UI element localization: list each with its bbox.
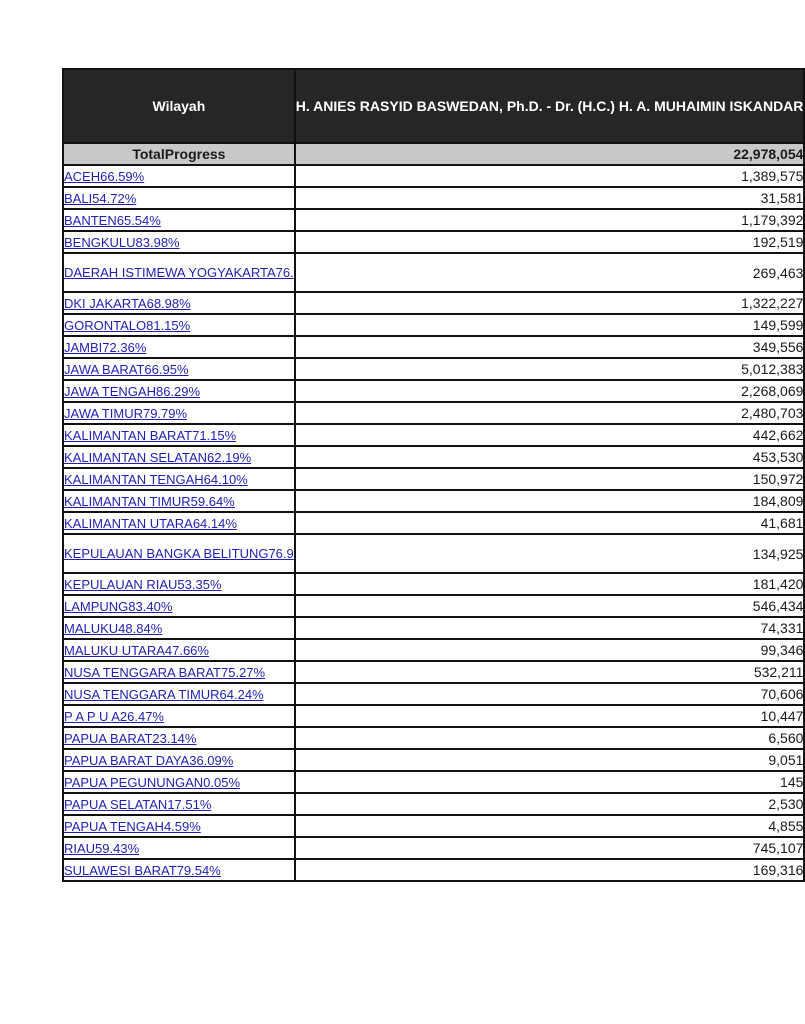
table-row <box>63 661 804 683</box>
region-link[interactable]: KALIMANTAN UTARA64.14% <box>64 515 237 531</box>
region-link[interactable]: BENGKULU83.98% <box>64 234 180 250</box>
region-cell <box>63 683 295 705</box>
region-cell <box>63 595 295 617</box>
region-cell <box>63 358 295 380</box>
region-link[interactable]: PAPUA TENGAH4.59% <box>64 818 201 834</box>
total-label: TotalProgress <box>63 143 295 165</box>
table-row <box>63 424 804 446</box>
vote-count: 1,179,392 <box>295 209 805 231</box>
table-row <box>63 639 804 661</box>
table-row <box>63 336 804 358</box>
region-cell <box>63 292 295 314</box>
table-row <box>63 727 804 749</box>
region-link[interactable]: P A P U A26.47% <box>64 708 164 724</box>
region-link[interactable]: RIAU59.43% <box>64 840 140 856</box>
region-link[interactable]: DKI JAKARTA68.98% <box>64 295 191 311</box>
region-cell <box>63 859 295 881</box>
vote-count: 2,268,069 <box>295 380 805 402</box>
region-link[interactable]: ACEH66.59% <box>64 168 145 184</box>
region-link[interactable]: NUSA TENGGARA BARAT75.27% <box>64 664 266 680</box>
table-row <box>63 165 804 187</box>
region-link[interactable]: KEPULAUAN RIAU53.35% <box>64 576 222 592</box>
table-row <box>63 512 804 534</box>
region-cell <box>63 490 295 512</box>
region-cell <box>63 512 295 534</box>
table-row <box>63 573 804 595</box>
region-cell <box>63 749 295 771</box>
region-cell <box>63 402 295 424</box>
vote-count: 1,389,575 <box>295 165 805 187</box>
vote-count: 269,463 <box>295 253 805 292</box>
results-table <box>62 68 805 882</box>
region-link[interactable]: GORONTALO81.15% <box>64 317 191 333</box>
region-cell <box>63 424 295 446</box>
region-cell <box>63 209 295 231</box>
total-value: 22,978,054 <box>295 143 805 165</box>
region-link[interactable]: MALUKU UTARA47.66% <box>64 642 209 658</box>
region-link[interactable]: KALIMANTAN TENGAH64.10% <box>64 471 248 487</box>
total-row <box>63 143 804 165</box>
region-cell <box>63 446 295 468</box>
vote-count: 74,331 <box>295 617 805 639</box>
candidate-column-header: H. ANIES RASYID BASWEDAN, Ph.D. - Dr. (H.C.) H. A. MUHAIMIN ISKANDAR <box>295 69 805 143</box>
vote-count: 349,556 <box>295 336 805 358</box>
region-link[interactable]: PAPUA PEGUNUNGAN0.05% <box>64 774 241 790</box>
table-row <box>63 380 804 402</box>
header-row <box>63 69 804 143</box>
region-link[interactable]: BANTEN65.54% <box>64 212 161 228</box>
vote-count: 149,599 <box>295 314 805 336</box>
table-row <box>63 859 804 881</box>
table-row <box>63 468 804 490</box>
table-row <box>63 793 804 815</box>
region-cell <box>63 468 295 490</box>
vote-count: 6,560 <box>295 727 805 749</box>
table-row <box>63 683 804 705</box>
region-cell <box>63 231 295 253</box>
region-link[interactable]: JAWA BARAT66.95% <box>64 361 189 377</box>
vote-count: 442,662 <box>295 424 805 446</box>
vote-count: 41,681 <box>295 512 805 534</box>
vote-count: 169,316 <box>295 859 805 881</box>
region-link[interactable]: JAWA TIMUR79.79% <box>64 405 188 421</box>
region-cell <box>63 380 295 402</box>
vote-count: 192,519 <box>295 231 805 253</box>
vote-count: 745,107 <box>295 837 805 859</box>
table-row <box>63 402 804 424</box>
region-link[interactable]: PAPUA BARAT DAYA36.09% <box>64 752 234 768</box>
vote-count: 9,051 <box>295 749 805 771</box>
region-cell <box>63 336 295 358</box>
vote-count: 2,530 <box>295 793 805 815</box>
vote-count: 546,434 <box>295 595 805 617</box>
region-link[interactable]: PAPUA BARAT23.14% <box>64 730 197 746</box>
region-cell <box>63 617 295 639</box>
region-cell <box>63 253 295 292</box>
vote-count: 532,211 <box>295 661 805 683</box>
region-cell <box>63 727 295 749</box>
vote-count: 2,480,703 <box>295 402 805 424</box>
region-cell <box>63 534 295 573</box>
table-row <box>63 534 804 573</box>
region-link[interactable]: LAMPUNG83.40% <box>64 598 173 614</box>
vote-count: 145 <box>295 771 805 793</box>
table-row <box>63 231 804 253</box>
table-row <box>63 617 804 639</box>
vote-count: 31,581 <box>295 187 805 209</box>
vote-count: 184,809 <box>295 490 805 512</box>
vote-count: 181,420 <box>295 573 805 595</box>
region-link[interactable]: KALIMANTAN BARAT71.15% <box>64 427 237 443</box>
table-row <box>63 815 804 837</box>
table-row <box>63 446 804 468</box>
table-row <box>63 314 804 336</box>
region-cell <box>63 837 295 859</box>
region-cell <box>63 187 295 209</box>
vote-count: 4,855 <box>295 815 805 837</box>
region-link[interactable]: MALUKU48.84% <box>64 620 163 636</box>
region-link[interactable]: JAWA TENGAH86.29% <box>64 383 201 399</box>
table-row <box>63 187 804 209</box>
table-row <box>63 490 804 512</box>
table-row <box>63 358 804 380</box>
region-link[interactable]: PAPUA SELATAN17.51% <box>64 796 212 812</box>
table-row <box>63 292 804 314</box>
region-cell <box>63 165 295 187</box>
region-cell <box>63 661 295 683</box>
table-row <box>63 209 804 231</box>
region-cell <box>63 705 295 727</box>
vote-count: 1,322,227 <box>295 292 805 314</box>
region-cell <box>63 771 295 793</box>
vote-count: 453,530 <box>295 446 805 468</box>
region-link[interactable]: DAERAH ISTIMEWA YOGYAKARTA76. <box>64 265 294 280</box>
region-link[interactable]: SULAWESI BARAT79.54% <box>64 862 221 878</box>
table-row <box>63 595 804 617</box>
table-row <box>63 749 804 771</box>
region-column-header: Wilayah <box>63 69 295 143</box>
table-row <box>63 837 804 859</box>
vote-count: 134,925 <box>295 534 805 573</box>
region-link[interactable]: JAMBI72.36% <box>64 339 147 355</box>
region-cell <box>63 815 295 837</box>
vote-count: 99,346 <box>295 639 805 661</box>
region-cell <box>63 639 295 661</box>
table-row <box>63 253 804 292</box>
table-row <box>63 771 804 793</box>
region-cell <box>63 793 295 815</box>
vote-count: 150,972 <box>295 468 805 490</box>
region-link[interactable]: NUSA TENGGARA TIMUR64.24% <box>64 686 264 702</box>
region-cell <box>63 573 295 595</box>
vote-count: 5,012,383 <box>295 358 805 380</box>
region-link[interactable]: KALIMANTAN SELATAN62.19% <box>64 449 252 465</box>
vote-count: 70,606 <box>295 683 805 705</box>
region-link[interactable]: KALIMANTAN TIMUR59.64% <box>64 493 235 509</box>
region-cell <box>63 314 295 336</box>
region-link[interactable]: KEPULAUAN BANGKA BELITUNG76.9 <box>64 546 294 561</box>
table-row <box>63 705 804 727</box>
vote-count: 10,447 <box>295 705 805 727</box>
region-link[interactable]: BALI54.72% <box>64 190 137 206</box>
